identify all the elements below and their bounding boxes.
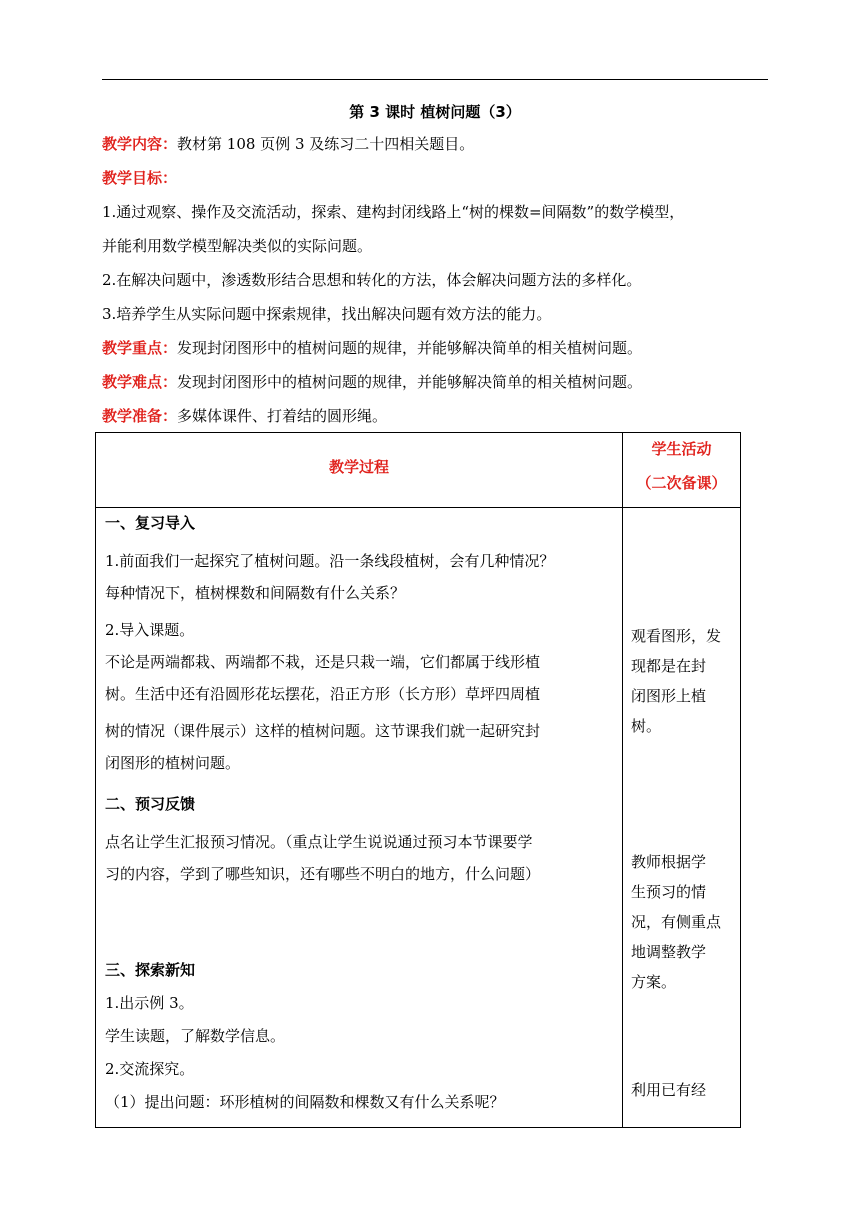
teaching-key-point: [102, 336, 782, 360]
student-activity-2-line4: 地调整教学: [631, 943, 707, 961]
teaching-content-text: 教材第 108 页例 3 及练习二十四相关题目。: [177, 135, 475, 153]
teaching-goals-label: 教学目标：: [102, 169, 178, 187]
teaching-content-label: 教学内容：: [102, 135, 178, 153]
teaching-goals-heading: [102, 166, 782, 190]
student-activity-1-line3: 闭图形上植: [631, 687, 707, 705]
section-review-p3-line2: 树。生活中还有沿圆形花坛摆花，沿正方形（长方形）草坪四周植: [105, 685, 541, 703]
section-review-title: 一、复习导入: [105, 514, 196, 532]
goal-3: 3.培养学生从实际问题中探索规律，找出解决问题有效方法的能力。: [102, 305, 552, 323]
student-activity-1-line4: 树。: [631, 717, 662, 735]
section-explore-title: 三、探索新知: [105, 961, 196, 979]
lesson-process-table: [95, 432, 741, 1128]
section-explore-p3: 2.交流探究。: [105, 1060, 195, 1078]
table-header-divider: [96, 507, 740, 508]
section-review-p1-line1: 1.前面我们一起探究了植树问题。沿一条线段植树，会有几种情况？: [105, 552, 555, 570]
section-preview-p1-line2: 习的内容，学到了哪些知识，还有哪些不明白的地方，什么问题）: [105, 865, 541, 883]
student-activity-3-line1: 利用已有经: [631, 1081, 707, 1099]
section-review-p3-line3: 树的情况（课件展示）这样的植树问题。这节课我们就一起研究封: [105, 722, 541, 740]
section-review-p3-line4: 闭图形的植树问题。: [105, 754, 241, 772]
section-explore-p2: 学生读题，了解数学信息。: [105, 1027, 286, 1045]
section-explore-p1: 1.出示例 3。: [105, 994, 194, 1012]
header-student-activity: 学生活动: [651, 440, 712, 458]
section-preview-title: 二、预习反馈: [105, 795, 196, 813]
teaching-key-label: 教学重点：: [102, 339, 178, 357]
section-review-p2: 2.导入课题。: [105, 621, 195, 639]
student-activity-2-line3: 况，有侧重点: [631, 913, 722, 931]
teaching-prep-text: 多媒体课件、打着结的圆形绳。: [177, 407, 388, 425]
section-review-p3-line1: 不论是两端都栽、两端都不栽，还是只栽一端，它们都属于线形植: [105, 653, 541, 671]
section-review-p1-line2: 每种情况下，植树棵数和间隔数有什么关系？: [105, 584, 406, 602]
section-preview-p1-line1: 点名让学生汇报预习情况。（重点让学生说说通过预习本节课要学: [105, 833, 533, 851]
teaching-difficulty-label: 教学难点：: [102, 373, 178, 391]
student-activity-1-line1: 观看图形，发: [631, 627, 722, 645]
section-explore-p4: （1）提出问题：环形植树的间隔数和棵数又有什么关系呢？: [105, 1093, 505, 1111]
student-activity-1: [631, 621, 737, 741]
header-second-prep: （二次备课）: [636, 474, 727, 492]
header-rule: [102, 79, 768, 80]
teaching-difficulty-text: 发现封闭图形中的植树问题的规律，并能够解决简单的相关植树问题。: [177, 373, 643, 391]
teaching-key-text: 发现封闭图形中的植树问题的规律，并能够解决简单的相关植树问题。: [177, 339, 643, 357]
goal-1-line-2: 并能利用数学模型解决类似的实际问题。: [102, 237, 373, 255]
teaching-difficulty: [102, 370, 782, 394]
header-teaching-process: 教学过程: [328, 458, 389, 476]
teaching-content: [102, 132, 782, 156]
page-title: 第 3 课时 植树问题（3）: [349, 103, 521, 121]
student-activity-2-line2: 生预习的情: [631, 883, 707, 901]
table-column-divider: [622, 433, 623, 1127]
goal-2: 2.在解决问题中，渗透数形结合思想和转化的方法，体会解决问题方法的多样化。: [102, 271, 642, 289]
student-activity-1-line2: 现都是在封: [631, 657, 707, 675]
teaching-preparation: [102, 404, 782, 428]
goal-1-line-1: 1.通过观察、操作及交流活动，探索、建构封闭线路上“树的棵数=间隔数”的数学模型，: [102, 203, 685, 221]
student-activity-2: [631, 847, 737, 997]
student-activity-3: [631, 1075, 737, 1105]
teaching-prep-label: 教学准备：: [102, 407, 178, 425]
student-activity-2-line1: 教师根据学: [631, 853, 707, 871]
student-activity-2-line5: 方案。: [631, 973, 677, 991]
